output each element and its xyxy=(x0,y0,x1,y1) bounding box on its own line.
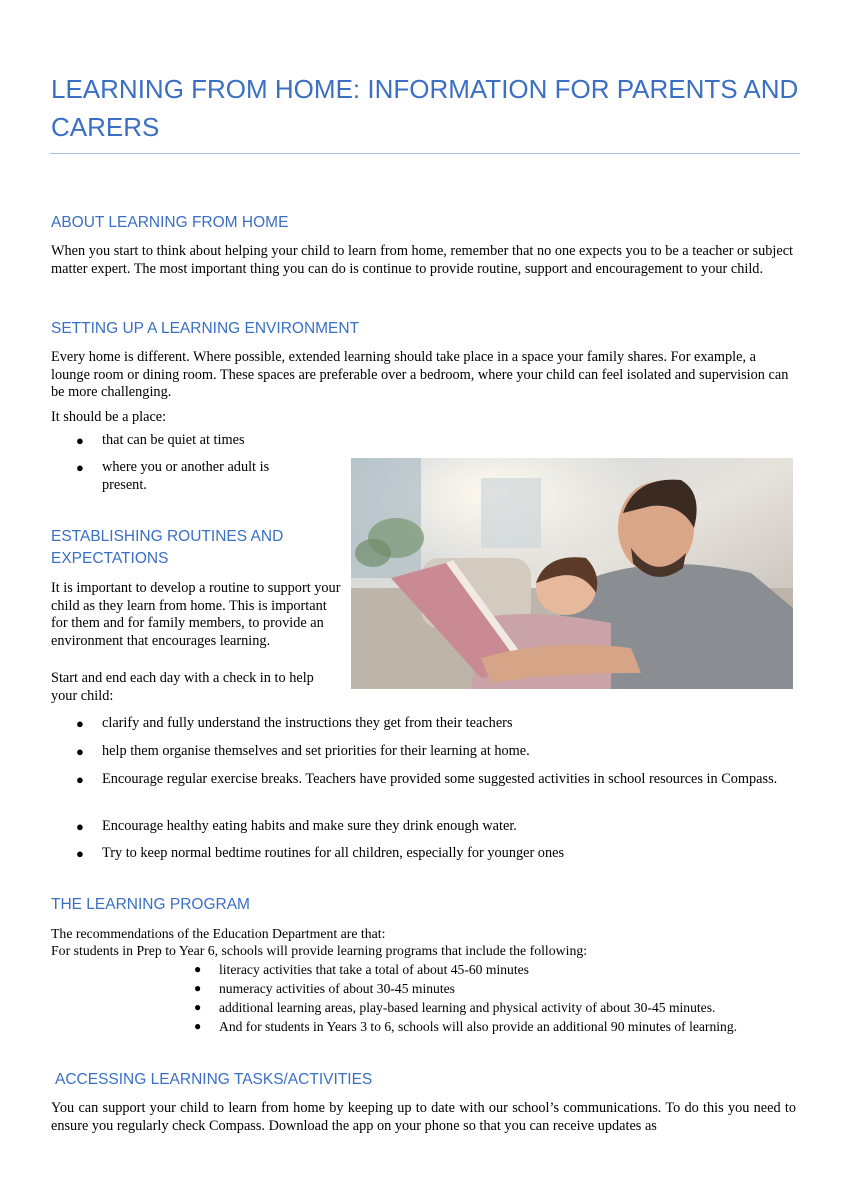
list-item: ● Try to keep normal bedtime routines for all children, especially for younger ones xyxy=(76,845,565,861)
bullet-icon: ● xyxy=(76,772,84,787)
bullet-icon: ● xyxy=(76,460,84,475)
bullet-icon: ● xyxy=(76,744,84,759)
heading-about: ABOUT LEARNING FROM HOME xyxy=(51,214,289,231)
bullet-icon: ● xyxy=(194,1000,202,1014)
heading-environment: SETTING UP A LEARNING ENVIRONMENT xyxy=(51,320,360,337)
bullet-icon: ● xyxy=(194,1019,202,1033)
program-line-1: The recommendations of the Education Department are that: xyxy=(51,926,386,941)
list-item: ● help them organise themselves and set priorities for their learning at home. xyxy=(76,743,530,759)
about-paragraph: When you start to think about helping your child to learn from home, remember that no one expects you to be a teacher or subject matter expert. The most important thing you can do is continue to provide routine, support and encouragement to your child. xyxy=(51,243,794,277)
list-item: ● where you or another adult is present. xyxy=(76,459,270,493)
routines-lead: Start and end each day with a check in to help your child: xyxy=(51,670,314,704)
list-item: ● numeracy activities of about 30-45 minutes xyxy=(194,981,455,996)
environment-lead: It should be a place: xyxy=(51,409,167,425)
accessing-paragraph: You can support your child to learn from home by keeping up to date with our school’s communications. To do this you need to ensure you regularly check Compass. Download the app on your phone so that you can receive updates as xyxy=(51,1100,796,1134)
bullet-icon: ● xyxy=(76,819,84,834)
list-item: ● And for students in Years 3 to 6, schools will also provide an additional 90 minutes of learning. xyxy=(194,1019,738,1034)
heading-routines: ESTABLISHING ROUTINES AND EXPECTATIONS xyxy=(51,528,284,567)
heading-accessing-tasks: ACCESSING LEARNING TASKS/ACTIVITIES xyxy=(55,1071,373,1088)
list-item: ● that can be quiet at times xyxy=(76,432,245,448)
bullet-icon: ● xyxy=(194,962,202,976)
list-item: ● Encourage healthy eating habits and make sure they drink enough water. xyxy=(76,818,517,834)
environment-paragraph: Every home is different. Where possible, extended learning should take place in a space your family shares. For example, a lounge room or dining room. These spaces are preferable over a bedroom, where your child can feel isolated and supervision can be more challenging. xyxy=(51,349,789,400)
bullet-icon: ● xyxy=(76,716,84,731)
list-item: ● clarify and fully understand the instructions they get from their teachers xyxy=(76,715,513,731)
bullet-icon: ● xyxy=(76,433,84,448)
list-item: ● Encourage regular exercise breaks. Teachers have provided some suggested activities in school resources in Compass. xyxy=(76,771,778,787)
list-item: ● literacy activities that take a total of about 45-60 minutes xyxy=(194,962,529,977)
program-line-2: For students in Prep to Year 6, schools will provide learning programs that include the following: xyxy=(51,943,588,958)
bullet-icon: ● xyxy=(76,846,84,861)
photo-father-daughter-reading xyxy=(351,458,793,689)
bullet-icon: ● xyxy=(194,981,202,995)
page-title: LEARNING FROM HOME: INFORMATION FOR PARENTS AND CARERS xyxy=(51,74,799,142)
routines-paragraph: It is important to develop a routine to support your child as they learn from home. This is important for them and for family members, to provide an environment that encourages learning. xyxy=(51,580,341,649)
heading-learning-program: THE LEARNING PROGRAM xyxy=(51,896,250,913)
list-item: ● additional learning areas, play-based learning and physical activity of about 30-45 minutes. xyxy=(194,1000,716,1015)
title-divider xyxy=(50,153,800,154)
